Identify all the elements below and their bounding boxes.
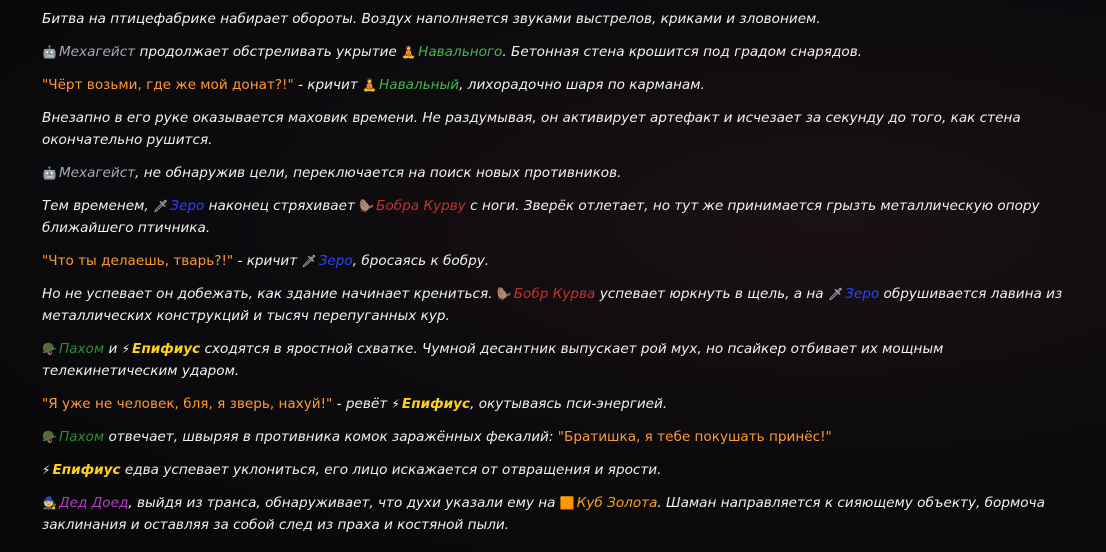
narration-text: с ноги. Зверёк отлетает, но тут же принимается грызть металлическую опору ближайшего птичника. — [42, 198, 1040, 236]
soldier-icon: 🪖 — [42, 430, 57, 444]
lightning-icon: ⚡ — [121, 342, 131, 356]
story-paragraph-12 — [42, 459, 1082, 481]
narration-text: - ревёт — [332, 396, 392, 412]
story-paragraph-9 — [42, 338, 1082, 382]
narration-text: отвечает, швыряя в противника комок заражённых фекалий: — [104, 429, 558, 445]
story-paragraph-6 — [42, 195, 1082, 239]
narration-text: . Бетонная стена крошится под градом снарядов. — [502, 44, 863, 60]
robot-icon: 🤖 — [42, 45, 57, 59]
character-name-navalny: Навального — [418, 44, 503, 60]
robot-icon: 🤖 — [42, 166, 57, 180]
narration-text: , выйдя из транса, обнаруживает, что духи указали ему на — [128, 495, 560, 511]
story-paragraph-5 — [42, 162, 1082, 184]
narration-text: успевает юркнуть в щель, а на — [595, 286, 828, 302]
story-log — [42, 8, 1082, 547]
character-name-zero: Зеро — [170, 198, 205, 214]
narration-text: сходятся в яростной схватке. Чумной десантник выпускает рой мух, но псайкер отбивает их мощным телекинетическим ударом. — [42, 341, 944, 379]
narration-text: продолжает обстреливать укрытие — [135, 44, 402, 60]
item-name-gold-cube: Куб Золота — [576, 495, 658, 511]
narration-text: обрушивается лавина из металлических конструкций и тысяч перепуганных кур. — [42, 286, 1063, 324]
dagger-icon: 🗡 — [153, 199, 169, 213]
lightning-icon: ⚡ — [391, 397, 400, 411]
narration-text: , окутываясь пси-энергией. — [470, 396, 668, 412]
narration-text: . Шаман направляется к сияющему объекту, бормоча заклинания и оставляя за собой след из праха и костяной пыли. — [42, 495, 1045, 533]
narration-text: - кричит — [293, 77, 363, 93]
narration-text: Тем временем, — [42, 198, 154, 214]
story-paragraph-11 — [42, 426, 1082, 448]
narration-text: , лихорадочно шаря по карманам. — [459, 77, 705, 93]
dagger-icon: 🗡 — [301, 254, 317, 268]
character-name-epifius: Епифиус — [401, 396, 471, 412]
narration-text: и — [104, 341, 122, 357]
gold-cube-icon: 🟧 — [559, 496, 575, 510]
narration-text: наконец стряхивает — [204, 198, 360, 214]
narration-text: - кричит — [233, 253, 302, 269]
shaman-icon: 🧙 — [42, 496, 57, 510]
narration-text: Внезапно в его руке оказывается маховик времени. Не раздумывая, он активирует артефакт и исчезает за секунду до того, как стена окончательно рушится. — [42, 110, 1021, 148]
soldier-icon: 🪖 — [42, 342, 57, 356]
character-name-paxom: Пахом — [58, 341, 105, 357]
character-name-zero: Зеро — [845, 286, 880, 302]
dialogue-quote: "Чёрт возьми, где же мой донат?!" — [42, 77, 294, 93]
dialogue-quote: "Братишка, я тебе покушать принёс!" — [557, 429, 832, 445]
story-paragraph-3 — [42, 74, 1082, 96]
character-name-epifius: Епифиус — [132, 341, 201, 357]
story-paragraph-13 — [42, 492, 1082, 536]
character-name-bobr: Бобра Курву — [376, 198, 466, 214]
story-paragraph-4 — [42, 107, 1082, 151]
narration-text: едва успевает уклониться, его лицо искажается от отвращения и ярости. — [120, 462, 662, 478]
character-name-epifius: Епифиус — [52, 462, 121, 478]
narration-text: , бросаясь к бобру. — [352, 253, 490, 269]
beaver-icon: 🦫 — [359, 199, 375, 213]
character-name-navalny: Навальный — [379, 77, 460, 93]
story-paragraph-7 — [42, 250, 1082, 272]
story-paragraph-10 — [42, 393, 1082, 415]
narration-text: Но не успевает он добежать, как здание начинает крениться. — [42, 286, 497, 302]
character-name-zero: Зеро — [318, 253, 353, 269]
character-name-bobr: Бобр Курва — [513, 286, 596, 302]
dialogue-quote: "Я уже не человек, бля, я зверь, нахуй!" — [42, 396, 333, 412]
dagger-icon: 🗡 — [827, 287, 844, 301]
meditating-person-icon: 🧘 — [401, 45, 417, 59]
lightning-icon: ⚡ — [42, 463, 51, 477]
character-name-ded-doed: Дед Доед — [58, 495, 129, 511]
narration-text: , не обнаружив цели, переключается на поиск новых противников. — [135, 165, 622, 181]
dialogue-quote: "Что ты делаешь, тварь?!" — [42, 253, 234, 269]
story-paragraph-8 — [42, 283, 1082, 327]
character-name-mehageist: Мехагейст — [58, 165, 136, 181]
story-paragraph-2 — [42, 41, 1082, 63]
story-paragraph-1 — [42, 8, 1082, 30]
meditating-person-icon: 🧘 — [362, 78, 378, 92]
narration-text: Битва на птицефабрике набирает обороты. Воздух наполняется звуками выстрелов, криками и зловонием. — [42, 11, 821, 27]
character-name-mehageist: Мехагейст — [58, 44, 136, 60]
character-name-paxom: Пахом — [58, 429, 105, 445]
beaver-icon: 🦫 — [496, 287, 512, 301]
